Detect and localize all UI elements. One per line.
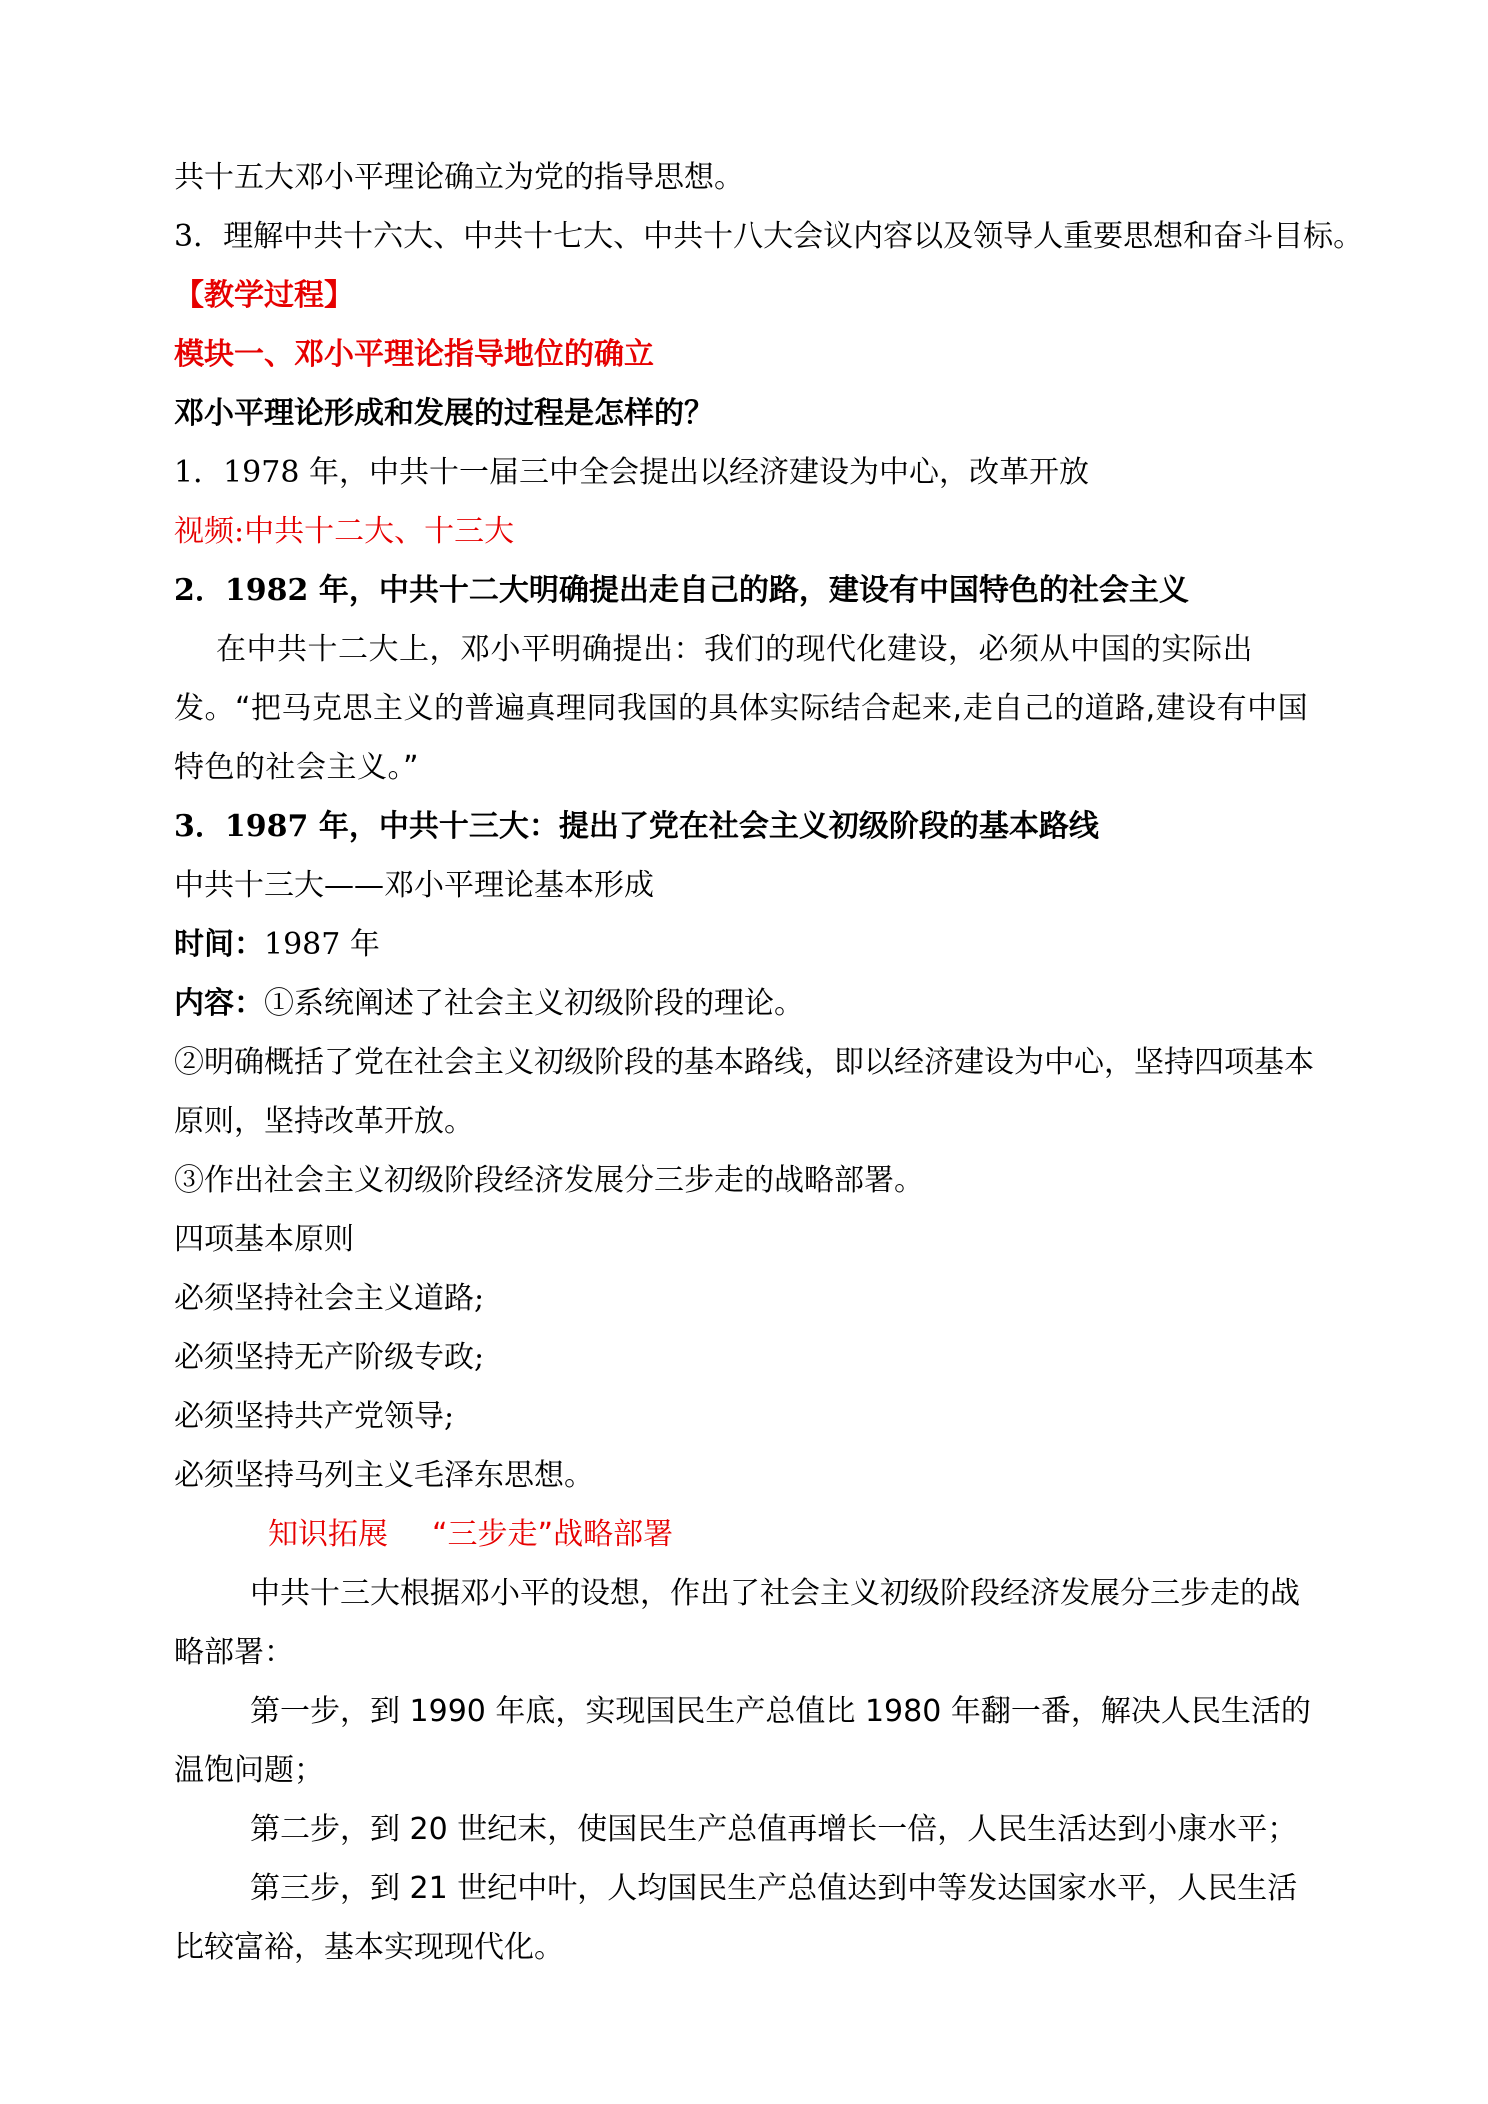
video-link[interactable]: 视频:中共十二大、十三大	[174, 514, 515, 549]
section-heading-teaching-process: 【教学过程】	[174, 278, 354, 313]
point-2: 2．1982 年，中共十二大明确提出走自己的路，建设有中国特色的社会主义	[174, 573, 1189, 608]
content-item-3: ③作出社会主义初级阶段经济发展分三步走的战略部署。	[174, 1163, 924, 1198]
step-3: 第三步，到 21 世纪中叶，人均国民生产总值达到中等发达国家水平，人民生活比较富裕，基本实现现代化。	[174, 1871, 1298, 1965]
content-item-2: ②明确概括了党在社会主义初级阶段的基本路线，即以经济建设为中心，坚持四项基本原则，坚持改革开放。	[174, 1045, 1314, 1139]
subheading-13th-congress: 中共十三大——邓小平理论基本形成	[174, 868, 654, 903]
quote-paragraph: 在中共十二大上，邓小平明确提出：我们的现代化建设，必须从中国的实际出发。“把马克思主义的普遍真理同我国的具体实际结合起来,走自己的道路,建设有中国特色的社会主义。”	[174, 632, 1309, 785]
content-line	[174, 974, 1324, 1033]
content-label: 内容：	[174, 986, 264, 1021]
principle-3: 必须坚持共产党领导;	[174, 1399, 455, 1434]
content-item-1: ①系统阐述了社会主义初级阶段的理论。	[264, 986, 804, 1021]
module-heading: 模块一、邓小平理论指导地位的确立	[174, 337, 654, 372]
objective-3: 3．理解中共十六大、中共十七大、中共十八大会议内容以及领导人重要思想和奋斗目标。	[174, 219, 1364, 254]
extension-label: 知识拓展	[268, 1517, 388, 1552]
extension-title: “三步走”战略部署	[432, 1517, 674, 1552]
principle-1: 必须坚持社会主义道路;	[174, 1281, 485, 1316]
step-2: 第二步，到 20 世纪末，使国民生产总值再增长一倍，人民生活达到小康水平；	[250, 1812, 1298, 1847]
time-value: 1987 年	[264, 927, 380, 962]
extension-paragraph: 中共十三大根据邓小平的设想，作出了社会主义初级阶段经济发展分三步走的战略部署：	[174, 1576, 1300, 1670]
knowledge-extension-heading	[174, 1505, 1324, 1564]
text-line: 共十五大邓小平理论确立为党的指导思想。	[174, 160, 744, 195]
point-1: 1．1978 年，中共十一届三中全会提出以经济建设为中心，改革开放	[174, 455, 1089, 490]
four-principles-heading: 四项基本原则	[174, 1222, 354, 1257]
time-line	[174, 915, 1324, 974]
question-heading: 邓小平理论形成和发展的过程是怎样的？	[174, 396, 714, 431]
step-1: 第一步，到 1990 年底，实现国民生产总值比 1980 年翻一番，解决人民生活的温饱问题；	[174, 1694, 1311, 1788]
time-label: 时间：	[174, 927, 264, 962]
principle-4: 必须坚持马列主义毛泽东思想。	[174, 1458, 594, 1493]
document-body	[174, 148, 1364, 1977]
principle-2: 必须坚持无产阶级专政;	[174, 1340, 485, 1375]
point-3: 3．1987 年，中共十三大：提出了党在社会主义初级阶段的基本路线	[174, 809, 1099, 844]
